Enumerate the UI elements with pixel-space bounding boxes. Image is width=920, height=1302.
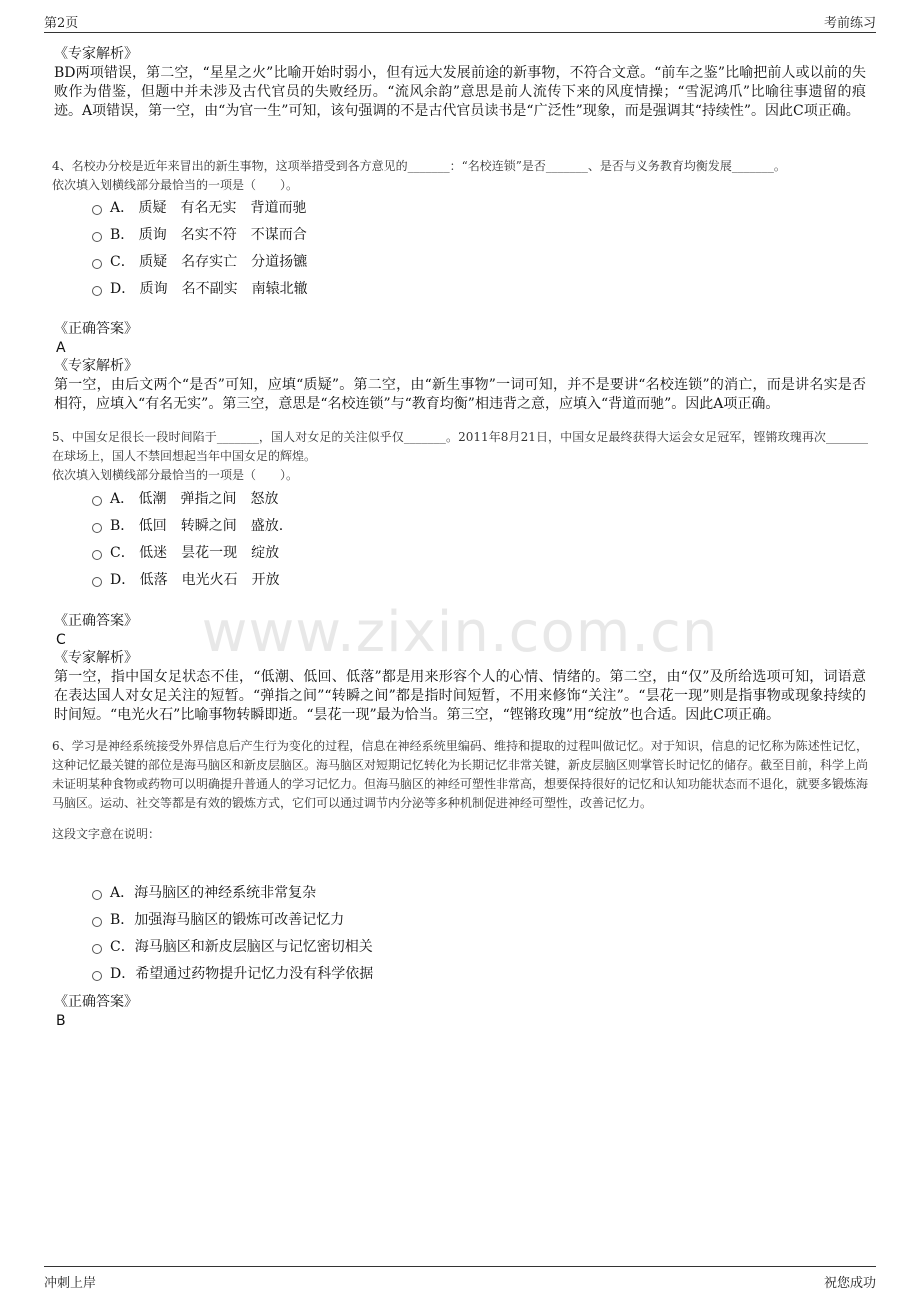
q5-stem bbox=[52, 428, 868, 485]
radio-icon[interactable] bbox=[92, 232, 102, 242]
q5-option-c[interactable] bbox=[92, 538, 283, 565]
q6-stem-text: 6、学习是神经系统接受外界信息后产生行为变化的过程，信息在神经系统里编码、维持和提取的过程叫做记忆。对于知识，信息的记忆称为陈述性记忆，这种记忆最关键的部位是海马脑区和新皮层脑区。海马脑区对短期记忆转化为长期记忆非常关键，新皮层脑区则掌管长时记忆的储存。截至目前，科学上尚未证明某种食物或药物可以明确提升普通人的学习记忆力。但海马脑区的神经可塑性非常高，想要保持很好的记忆和认知功能状态而不退化，就要多锻炼海马脑区。运动、社交等都是有效的锻炼方式，它们可以通过调节内分泌等多种机制促进神经可塑性，改善记忆力。 bbox=[52, 739, 869, 810]
radio-icon[interactable] bbox=[92, 550, 102, 560]
q4-option-b[interactable] bbox=[92, 220, 308, 247]
q4-answer-block bbox=[54, 320, 866, 414]
radio-icon[interactable] bbox=[92, 286, 102, 296]
q5-option-a[interactable] bbox=[92, 484, 283, 511]
radio-icon[interactable] bbox=[92, 971, 102, 981]
radio-icon[interactable] bbox=[92, 259, 102, 269]
radio-icon[interactable] bbox=[92, 496, 102, 506]
q5-options bbox=[92, 484, 283, 592]
option-label: A． 低潮 弹指之间 怒放 bbox=[110, 490, 279, 507]
q5-option-d[interactable] bbox=[92, 565, 283, 592]
option-label: C．海马脑区和新皮层脑区与记忆密切相关 bbox=[110, 938, 373, 955]
analysis-label: 《专家解析》 bbox=[54, 650, 138, 666]
q5-analysis-text: 第一空，指中国女足状态不佳，“低潮、低回、低落”都是用来形容个人的心情、情绪的。第二空，由“仅”及所给选项可知，词语意在表达国人对女足关注的短暂。“弹指之间”“转瞬之间”都是指时间短暂，不用来修饰“关注”。“昙花一现”则是指事物或现象持续的时间短。“电光火石”比喻事物转瞬即逝。“昙花一现”最为恰当。第三空，“铿锵玫瑰”用“绽放”也合适。因此C项正确。 bbox=[54, 669, 866, 723]
analysis-label: 《专家解析》 bbox=[54, 358, 138, 374]
radio-icon[interactable] bbox=[92, 523, 102, 533]
q3-analysis-block bbox=[54, 45, 866, 121]
answer-label: 《正确答案》 bbox=[54, 613, 138, 629]
q5-answer: C bbox=[56, 632, 66, 648]
footer-left: 冲刺上岸 bbox=[44, 1276, 97, 1291]
q6-option-d[interactable] bbox=[92, 959, 373, 986]
q4-option-d[interactable] bbox=[92, 274, 308, 301]
answer-label: 《正确答案》 bbox=[54, 994, 138, 1010]
q6-prompt: 这段文字意在说明： bbox=[52, 827, 161, 841]
q4-prompt: 依次填入划横线部分最恰当的一项是（ ）。 bbox=[52, 178, 299, 192]
option-label: A． 质疑 有名无实 背道而驰 bbox=[110, 199, 307, 216]
header-title: 考前练习 bbox=[823, 16, 876, 31]
radio-icon[interactable] bbox=[92, 917, 102, 927]
q4-stem-text: 4、名校办分校是近年来冒出的新生事物，这项举措受到各方意见的_______：“名校连锁”是否_______、是否与义务教育均衡发展_______。 bbox=[52, 159, 786, 173]
q6-options bbox=[92, 878, 373, 986]
q4-options bbox=[92, 193, 308, 301]
option-label: B． 低回 转瞬之间 盛放. bbox=[110, 517, 284, 534]
option-label: D． 质询 名不副实 南辕北辙 bbox=[110, 280, 308, 297]
watermark: www.zixin.com.cn bbox=[201, 600, 719, 665]
q6-stem bbox=[52, 737, 868, 844]
q6-answer-block bbox=[54, 993, 866, 1030]
q4-answer: A bbox=[56, 340, 66, 356]
page-number: 第2页 bbox=[44, 16, 79, 31]
radio-icon[interactable] bbox=[92, 890, 102, 900]
page-footer bbox=[44, 1266, 876, 1297]
q5-stem-text: 5、中国女足很长一段时间陷于_______，国人对女足的关注似乎仅_______。2011年8月21日，中国女足最终获得大运会女足冠军，铿锵玫瑰再次_______在球场上，国人不禁回想起当年中国女足的辉煌。 bbox=[52, 430, 868, 463]
q4-option-c[interactable] bbox=[92, 247, 308, 274]
q5-answer-block bbox=[54, 612, 866, 725]
option-label: B．加强海马脑区的锻炼可改善记忆力 bbox=[110, 911, 345, 928]
radio-icon[interactable] bbox=[92, 944, 102, 954]
option-label: D．希望通过药物提升记忆力没有科学依据 bbox=[110, 965, 374, 982]
radio-icon[interactable] bbox=[92, 577, 102, 587]
q6-option-b[interactable] bbox=[92, 905, 373, 932]
q6-answer: B bbox=[56, 1013, 66, 1029]
q5-prompt: 依次填入划横线部分最恰当的一项是（ ）。 bbox=[52, 468, 299, 482]
option-label: A．海马脑区的神经系统非常复杂 bbox=[110, 884, 317, 901]
analysis-label: 《专家解析》 bbox=[54, 46, 138, 62]
option-label: D． 低落 电光火石 开放 bbox=[110, 571, 280, 588]
footer-right: 祝您成功 bbox=[823, 1276, 876, 1291]
answer-label: 《正确答案》 bbox=[54, 321, 138, 337]
q4-analysis-text: 第一空，由后文两个“是否”可知，应填“质疑”。第二空，由“新生事物”一词可知，并不是要讲“名校连锁”的消亡，而是讲名实是否相符，应填入“有名无实”。第三空，意思是“名校连锁”与“教育均衡”相违背之意，应填入“背道而驰”。因此A项正确。 bbox=[54, 377, 866, 412]
page-header bbox=[44, 10, 876, 33]
q4-stem bbox=[52, 157, 868, 195]
option-label: C． 质疑 名存实亡 分道扬镳 bbox=[110, 253, 308, 270]
q6-option-a[interactable] bbox=[92, 878, 373, 905]
q3-analysis-text: BD两项错误，第二空，“星星之火”比喻开始时弱小，但有远大发展前途的新事物，不符合文意。“前车之鉴”比喻把前人或以前的失败作为借鉴，但题中并未涉及古代官员的失败经历。“流风余韵”意思是前人流传下来的风度情操；“雪泥鸿爪”比喻往事遗留的痕迹。A项错误，第一空，由“为官一生”可知，该句强调的不是古代官员读书是“广泛性”现象，而是强调其“持续性”。因此C项正确。 bbox=[54, 65, 866, 119]
option-label: B． 质询 名实不符 不谋而合 bbox=[110, 226, 307, 243]
q4-option-a[interactable] bbox=[92, 193, 308, 220]
radio-icon[interactable] bbox=[92, 205, 102, 215]
q6-option-c[interactable] bbox=[92, 932, 373, 959]
q5-option-b[interactable] bbox=[92, 511, 283, 538]
option-label: C． 低迷 昙花一现 绽放 bbox=[110, 544, 280, 561]
